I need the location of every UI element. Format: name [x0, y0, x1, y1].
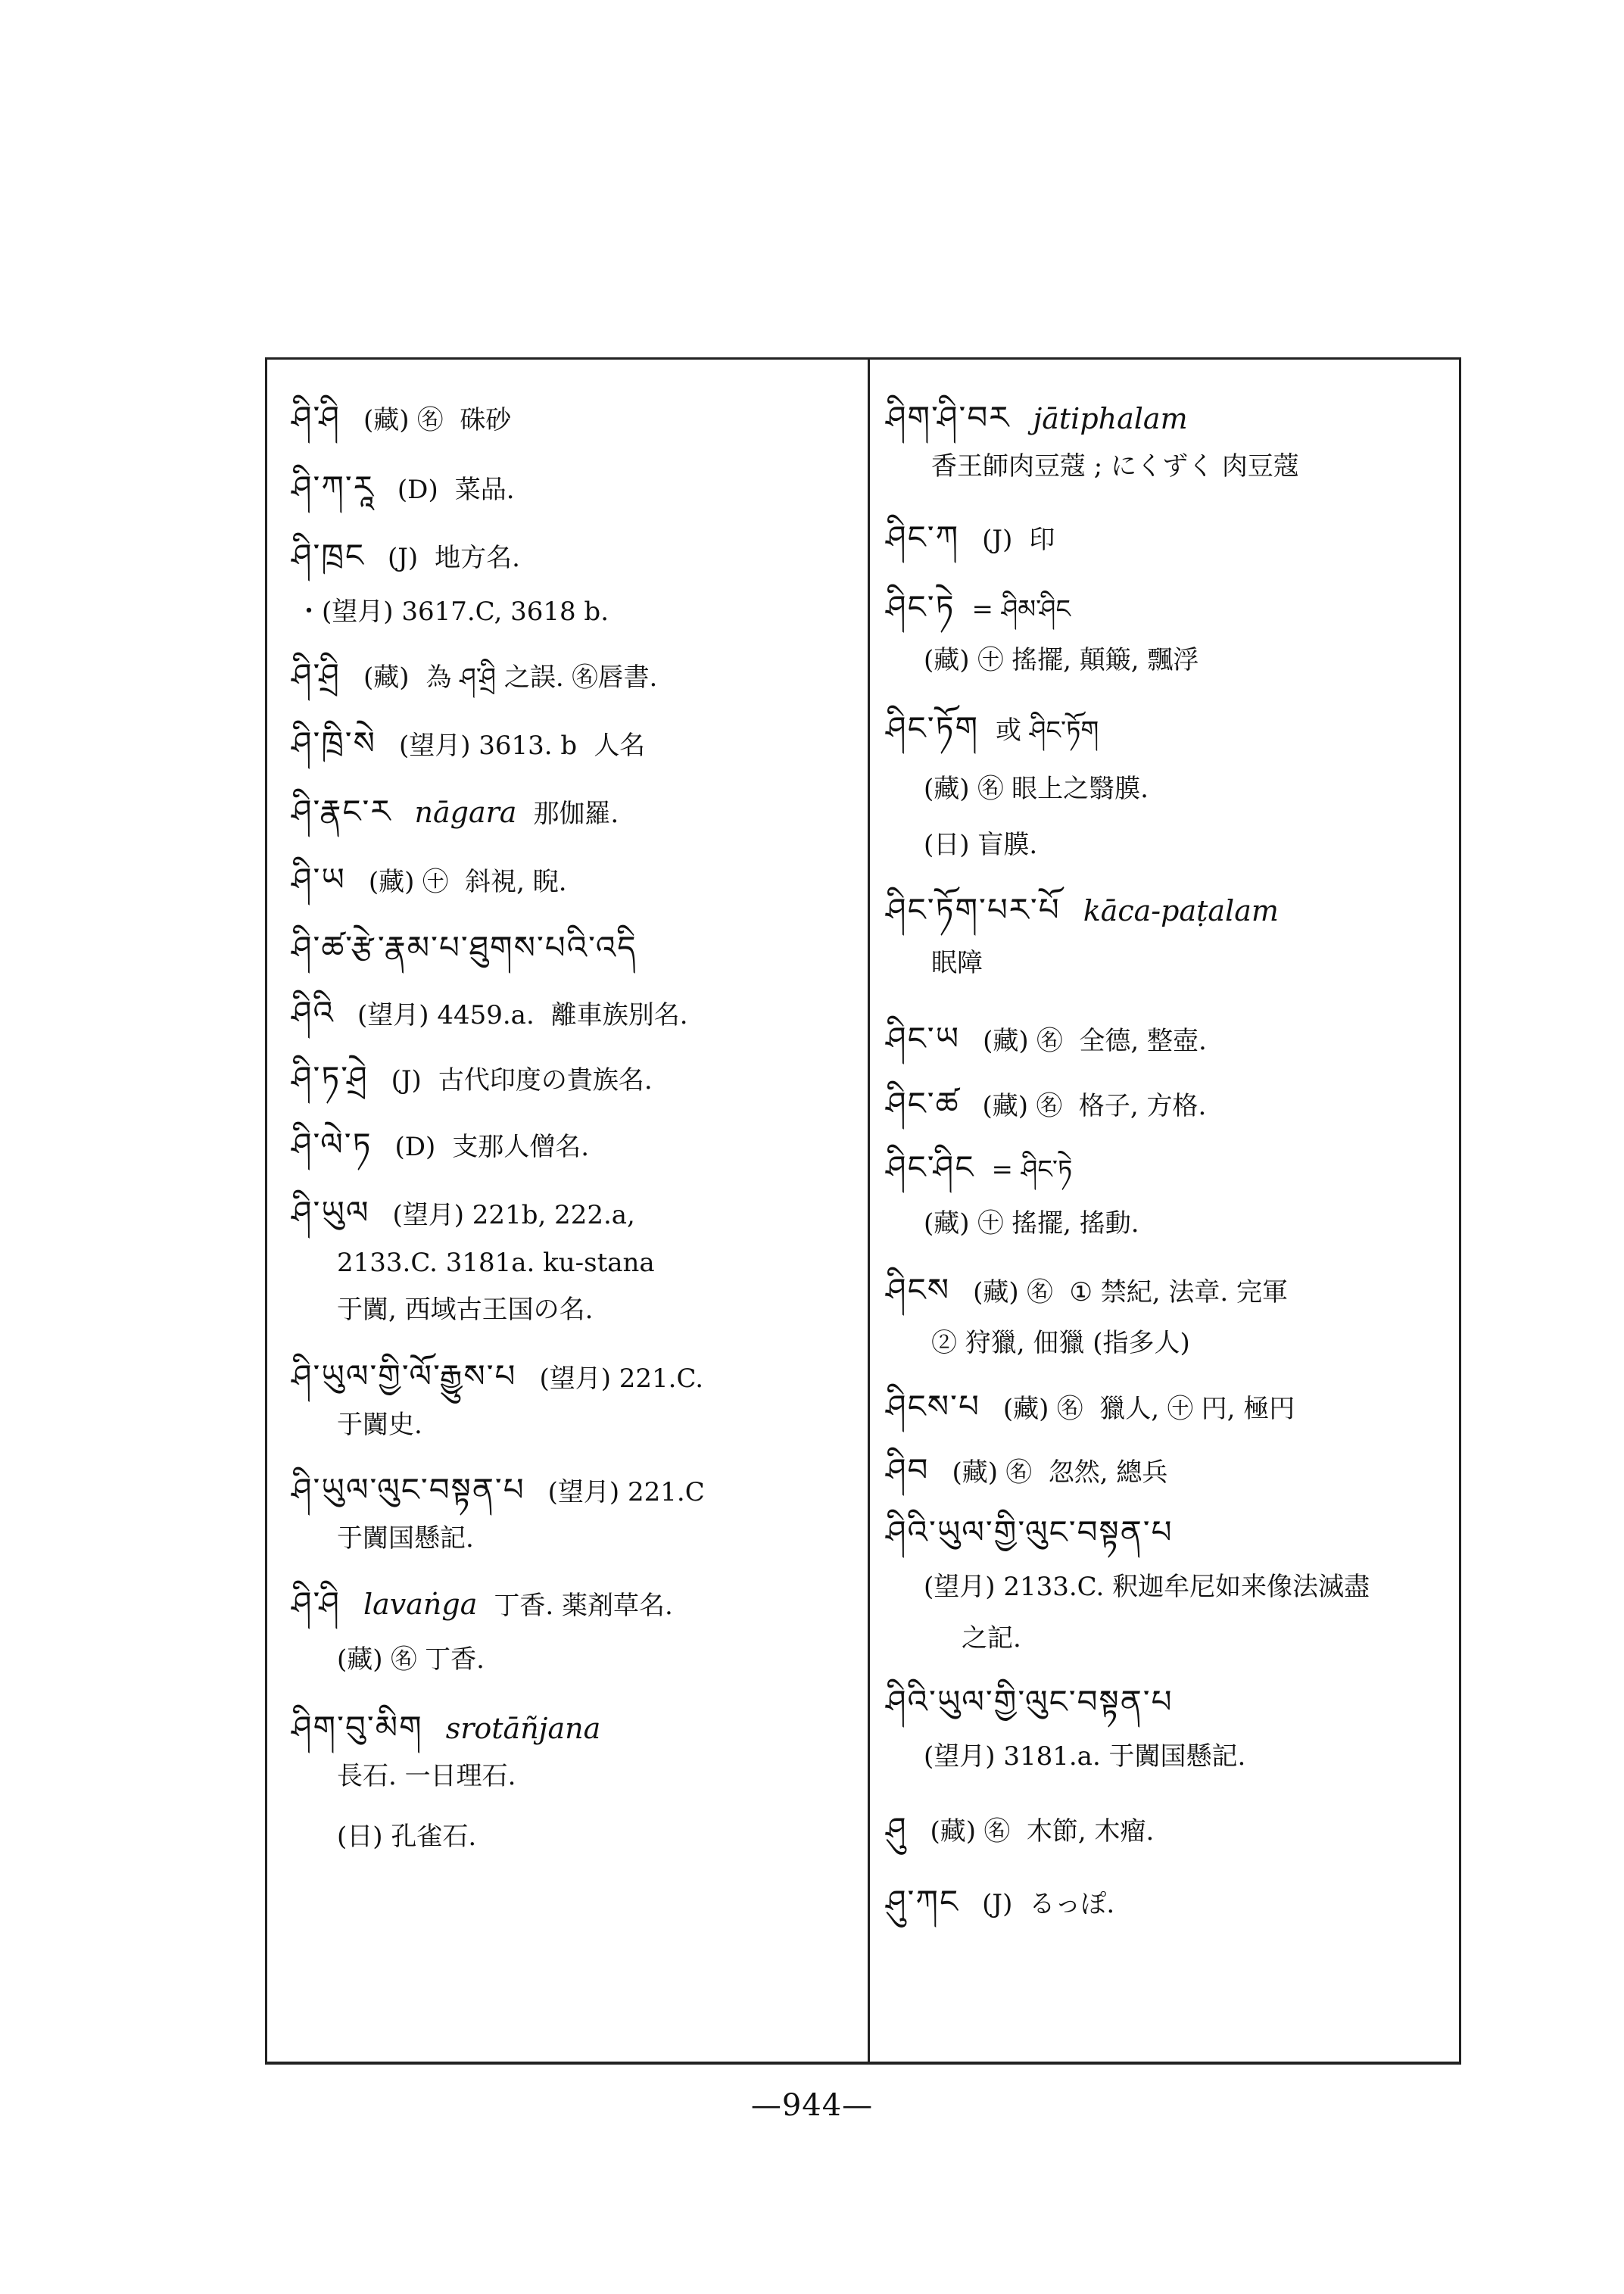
tibetan-headword: ཤིང་ཡ [886, 1020, 961, 1057]
annotation: (望月) 221.C. [539, 1364, 704, 1394]
entry [886, 1151, 1072, 1186]
sanskrit-term: kāca-paṭalam [1083, 894, 1279, 927]
gloss: 那伽羅. [533, 799, 619, 829]
tibetan-headword: ཤི་ལེ་ཏ [291, 1126, 372, 1163]
annotation: (藏) [363, 662, 410, 693]
continuation-line: (望月) 2133.C. 釈迦牟尼如来像法滅盡 [924, 1572, 1370, 1602]
annotation: (藏) ㊔ [1002, 1394, 1083, 1424]
continuation-line: ② 狩獵, 佃獵 (指多人) [931, 1328, 1190, 1358]
entry [886, 1087, 1206, 1123]
sanskrit-term: srotāñjana [445, 1712, 601, 1745]
gloss: 斜視, 睨. [465, 867, 567, 897]
gloss: 格子, 方格. [1078, 1091, 1207, 1121]
annotation: (D) [394, 1132, 436, 1162]
gloss: 獵人, ㊉ 円, 極円 [1099, 1394, 1295, 1424]
entry [291, 931, 637, 967]
gloss: ① 禁紀, 法章. 完軍 [1069, 1277, 1289, 1308]
entry [886, 1390, 1295, 1426]
entry [291, 863, 567, 899]
column-divider [868, 357, 870, 2065]
entry [291, 727, 645, 762]
gloss: 丁香. 薬剤草名. [494, 1591, 673, 1621]
annotation: (望月) 3613. b [398, 731, 578, 761]
annotation: (望月) 221b, 222.a, [392, 1200, 635, 1230]
sanskrit-term: jātiphalam [1033, 402, 1188, 435]
tibetan-headword: ཤིའི [291, 994, 335, 1031]
tibetan-headword: ཤིག་ཤི་བར [886, 399, 1011, 436]
continuation-line: (藏) ㊔ 眼上之翳膜. [924, 774, 1149, 804]
continuation-line: (日) 盲膜. [924, 830, 1038, 860]
gloss: 地方名. [435, 543, 520, 573]
annotation: (望月) 221.C [547, 1477, 705, 1507]
gloss: 忽然, 總兵 [1048, 1457, 1168, 1488]
tibetan-headword: ཤིང་ཏེ [886, 588, 955, 625]
continuation-line: (藏) ㊔ 丁香. [337, 1644, 485, 1675]
annotation: (J) [388, 543, 419, 573]
entry [291, 1061, 653, 1097]
entry [291, 996, 688, 1032]
continuation-line: (藏) ㊉ 搖擺, 顛簸, 飄浮 [924, 645, 1199, 675]
continuation-line: 長石. 一日理石. [337, 1761, 516, 1791]
tibetan-headword: ཤི་རྣང་ར [291, 793, 392, 830]
tibetan-headword: ཤི་ཡུལ་གྱི་ལོ་རྒྱུས་པ [291, 1357, 517, 1395]
gloss: 全德, 整壺. [1079, 1026, 1207, 1056]
tibetan-headword: ཤིའི་ཡུལ་གྱི་ལུང་བསྟན་པ [886, 1513, 1174, 1551]
sanskrit-term: lavaṅga [363, 1588, 478, 1621]
tibetan-headword: ཤི་ཤི [291, 1585, 341, 1622]
entry [886, 1022, 1207, 1058]
continuation-line: (藏) ㊉ 搖擺, 搖動. [924, 1208, 1139, 1239]
annotation: (藏) ㊔ [973, 1277, 1053, 1308]
entry [291, 1196, 635, 1232]
annotation: (藏) ㊔ [930, 1816, 1010, 1847]
continuation-line: 于闐, 西域古王国の名. [337, 1295, 594, 1325]
continuation-line: 香王師肉豆蔻 ; にくずく 肉豆蔻 [931, 451, 1299, 482]
entry [291, 656, 658, 694]
entry [291, 1357, 704, 1395]
entry [886, 1812, 1154, 1848]
continuation-line: 于闐国懸記. [337, 1523, 474, 1554]
annotation: (藏) ㊔ [363, 405, 444, 435]
tibetan-headword: ཤིབ [886, 1451, 930, 1488]
gloss: = ཤིང་ཏེ [991, 1155, 1073, 1185]
continuation-line: (望月) 3181.a. 于闐国懸記. [924, 1741, 1246, 1772]
tibetan-headword: ཤི་ཤྲི [291, 656, 341, 693]
entry [886, 588, 1071, 626]
annotation: (D) [397, 475, 438, 505]
continuation-line: 2133.C. 3181a. ku-stana [337, 1248, 655, 1278]
tibetan-headword: ཤི་ཤི [291, 399, 341, 436]
entry [886, 1885, 1114, 1921]
entry [886, 1513, 1174, 1551]
annotation: (藏) ㊔ [982, 1091, 1062, 1121]
gloss: 為 ཤ་ཤྲི 之誤. ㊔唇書. [425, 662, 658, 693]
tibetan-headword: ཤི་ཀ་རཱ [291, 469, 375, 506]
entry [291, 401, 511, 437]
entry [886, 401, 1188, 437]
sanskrit-term: nāgara [414, 796, 517, 829]
tibetan-headword: ཤི་ཁྲང [291, 537, 365, 574]
entry [886, 1685, 1174, 1721]
annotation: (藏) ㊔ [983, 1026, 1063, 1056]
gloss: 人名 [594, 731, 646, 761]
annotation: (J) [391, 1065, 422, 1096]
tibetan-headword: ཤི་ཚ་རྩེ་རྣམ་པ་ཐུགས་པའི་འདི [291, 929, 637, 966]
entry [886, 521, 1055, 556]
entry [886, 709, 1099, 747]
tibetan-headword: ཤིག་བུ་མིག [291, 1709, 423, 1746]
annotation: (J) [982, 1889, 1013, 1919]
annotation: (望月) 4459.a. [357, 1000, 535, 1030]
tibetan-headword: ཤིང་ཏོག་པར་པོ [886, 891, 1061, 928]
gloss: = ཤིམ་ཤིང [971, 594, 1071, 625]
tibetan-headword: ཤི་ཡུལ [291, 1194, 370, 1231]
tibetan-headword: ཤིང་ཤིང [886, 1149, 975, 1186]
gloss: 木節, 木瘤. [1026, 1816, 1155, 1847]
continuation-line: 眠障 [931, 948, 983, 978]
entry [886, 1273, 1288, 1309]
tibetan-headword: ཤིངས [886, 1271, 951, 1308]
continuation-line: 于闐史. [337, 1410, 422, 1440]
gloss: 支那人僧名. [452, 1132, 590, 1162]
tibetan-headword: ཤིངས་པ [886, 1388, 980, 1425]
entry [291, 795, 619, 831]
gloss: 離車族別名. [550, 1000, 688, 1030]
continuation-line: ・(望月) 3617.C, 3618 b. [296, 597, 609, 627]
annotation: (藏) ㊉ [368, 867, 449, 897]
tibetan-headword: ཤུ [886, 1810, 908, 1847]
tibetan-headword: ཤི་ཡ [291, 861, 346, 898]
tibetan-headword: ཤིང་ཚ [886, 1085, 960, 1122]
tibetan-headword: ཤི་ཁྲི་སེ [291, 725, 376, 762]
tibetan-headword: ཤི་ཡུལ་ལུང་བསྟན་པ [291, 1471, 525, 1508]
tibetan-headword: ཤིང་ཀ [886, 519, 960, 556]
tibetan-headword: ཤིའི་ཡུལ་གྱི་ལུང་བསྟན་པ [886, 1683, 1174, 1720]
gloss: 古代印度の貴族名. [438, 1065, 653, 1096]
gloss: 菜品. [454, 475, 515, 505]
entry [291, 539, 520, 575]
page-number: —944— [750, 2088, 874, 2123]
entry [886, 893, 1279, 929]
entry [291, 1128, 589, 1164]
tibetan-headword: ཤི་ཏ་ཤྲེ [291, 1059, 369, 1096]
entry [291, 471, 515, 506]
entry [291, 1711, 600, 1747]
entry [886, 1451, 1168, 1489]
gloss: るっぽ. [1029, 1889, 1115, 1919]
annotation: (J) [982, 525, 1013, 555]
gloss: 印 [1029, 525, 1055, 555]
tibetan-headword: ཤུ་ཀང [886, 1883, 960, 1920]
annotation: (藏) ㊔ [952, 1457, 1032, 1488]
tibetan-headword: ཤིང་ཏོག [886, 709, 980, 746]
gloss: 硃砂 [460, 405, 512, 435]
continuation-line: (日) 孔雀石. [337, 1822, 477, 1852]
gloss: 或 ཤིང་ཏོག [996, 715, 1099, 746]
entry [291, 1587, 673, 1622]
continuation-line: 之記. [962, 1623, 1021, 1653]
entry [291, 1473, 705, 1509]
